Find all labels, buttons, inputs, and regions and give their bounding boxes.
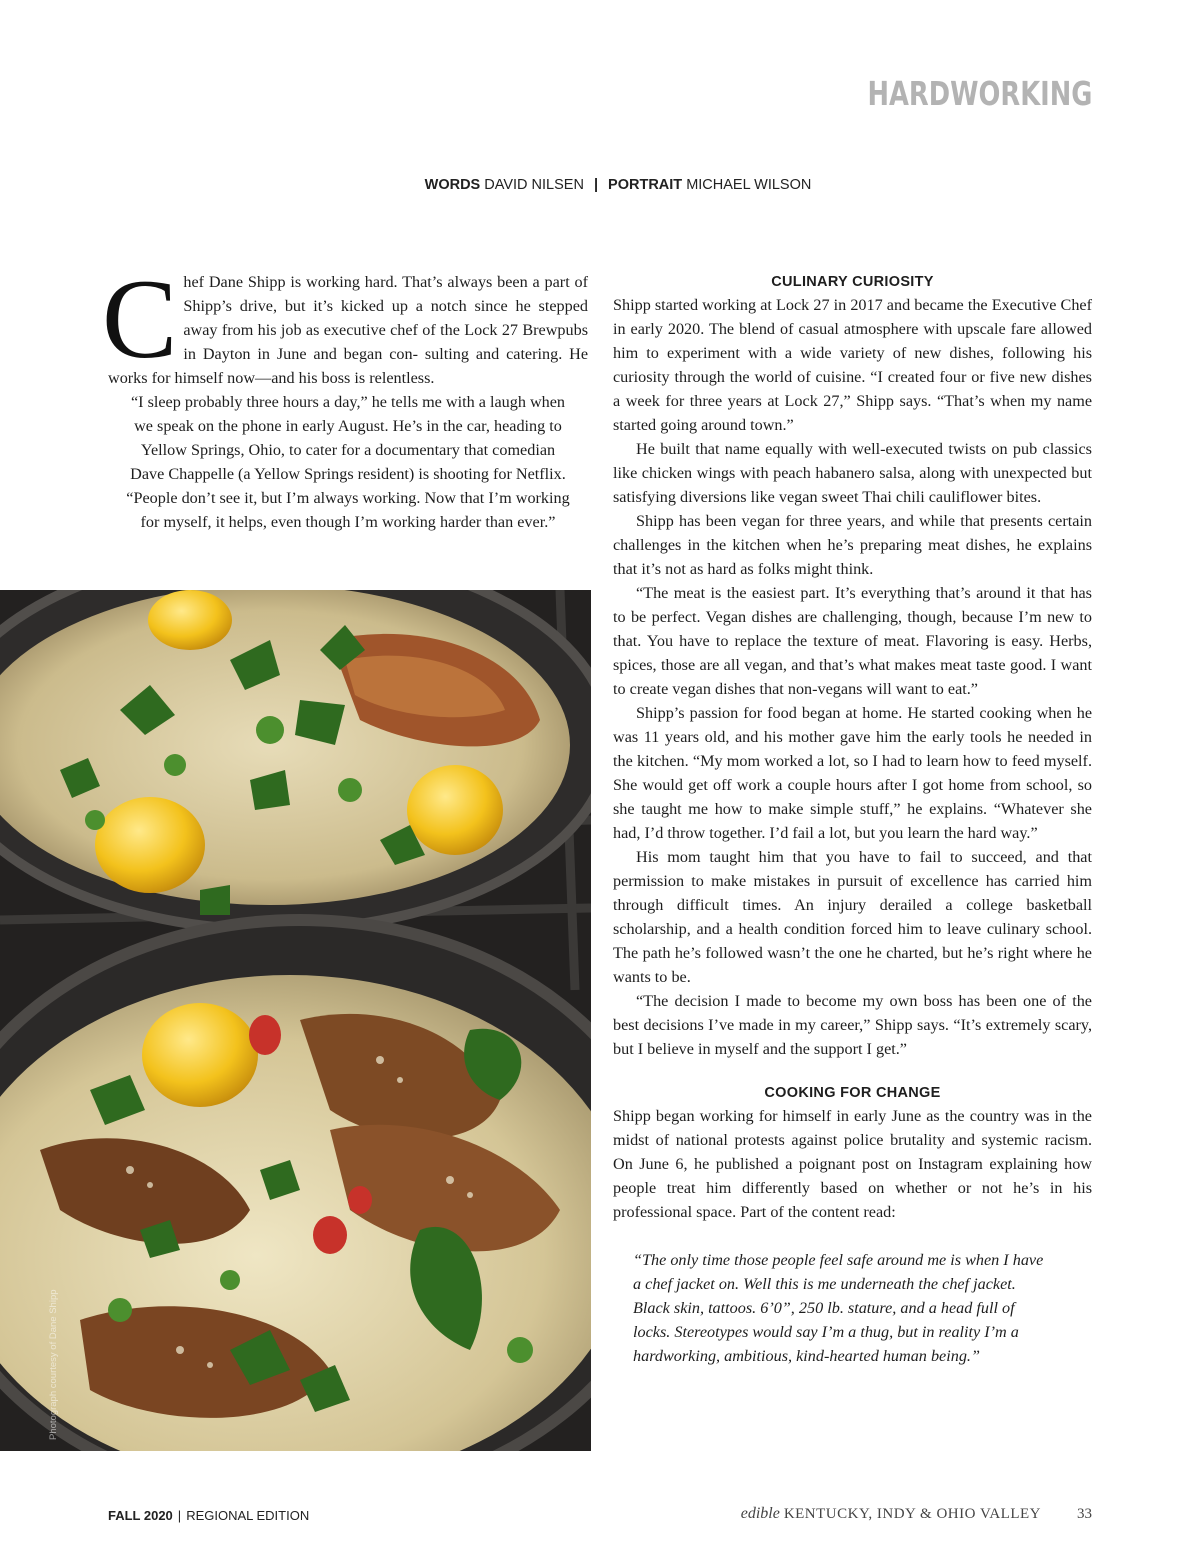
intro-line: hef Dane Shipp is working hard. That’s always been a <box>183 273 540 291</box>
section-kicker: HARDWORKING <box>867 74 1092 113</box>
body-paragraph: Shipp has been vegan for three years, and while that presents certain challenges in the kitchen when he’s preparing meat dishes, he explains that it’s not as hard as folks might think. <box>613 512 1092 578</box>
instagram-quote <box>633 1248 1092 1368</box>
footer-issue <box>108 1508 309 1523</box>
intro-line: sulting and catering. He works for himself now—and his boss <box>108 345 589 387</box>
drop-cap: C <box>102 257 178 382</box>
quote-line: locks. Stereotypes would say I’m a thug, but in reality I’m a <box>633 1323 1019 1341</box>
quote-line: Black skin, tattoos. 6’0”, 250 lb. stature, and a head full of <box>633 1299 1015 1317</box>
quote-line: “I sleep probably three hours a day,” he tells me with a laugh when <box>130 393 566 411</box>
quote-line: Dave Chappelle (a Yellow Springs resident) is shooting for Netflix. <box>130 465 566 483</box>
quote-line: hardworking, ambitious, kind-hearted human being.” <box>633 1347 980 1365</box>
quote-paragraph <box>108 390 588 534</box>
words-name: DAVID NILSEN <box>484 177 584 193</box>
photo-credit: Photograph courtesy of Dane Shipp <box>48 1289 59 1440</box>
body-paragraph: Shipp began working for himself in early June as the country was in the midst of national protests against police brutality and systemic racism. On June 6, he published a poignant post on Instagram explaining how people treat him differently based on whether or not he’s in his professional space. Part of the content read: <box>613 1107 1092 1221</box>
footer-separator: | <box>177 1508 182 1523</box>
body-paragraph: Shipp started working at Lock 27 in 2017 and became the Executive Chef in early 2020. The blend of casual atmosphere with upscale fare allowed him to experiment with a wide variety of new dishes, following his curiosity through the world of cuisine. “I created four or five new dishes a week for three years at Lock 27,” Shipp says. “That’s when my name started going around town.” <box>613 296 1092 434</box>
byline-separator: | <box>593 177 599 193</box>
left-column <box>102 257 589 534</box>
intro-line: Lock 27 Brewpubs in Dayton in June and began con- <box>183 321 589 363</box>
footer-publication-name: KENTUCKY, INDY & OHIO VALLEY <box>783 1506 1041 1522</box>
body-paragraph: He built that name equally with well-executed twists on pub classics like chicken wings with peach habanero salsa, along with unexpected but satisfying diversions like vegan sweet Thai chili cauliflower bites. <box>613 440 1092 506</box>
footer-edition: REGIONAL EDITION <box>186 1508 310 1523</box>
footer-publication <box>741 1505 1092 1523</box>
quote-line: for myself, it helps, even though I’m working harder than ever.” <box>140 513 556 531</box>
quote-line: “People don’t see it, but I’m always working. Now that I’m working <box>126 489 570 507</box>
section-heading-cooking-for-change: COOKING FOR CHANGE <box>764 1085 941 1101</box>
body-paragraph: “The meat is the easiest part. It’s everything that’s around it that has to be perfect. Vegan dishes are challenging, though, because I’m new to that. You have to replace the texture of meat. Flavoring is easy. Herbs, spices, those are all vegan, and that’s what makes meat taste good. I want to create vegan dishes that non-vegans will want to eat.” <box>613 584 1092 698</box>
quote-line: Yellow Springs, Ohio, to cater for a documentary that comedian <box>140 441 556 459</box>
byline <box>0 177 1200 193</box>
portrait-name: MICHAEL WILSON <box>686 177 812 193</box>
quote-line: we speak on the phone in early August. He’s in the car, heading to <box>134 417 562 435</box>
portrait-label: PORTRAIT <box>608 177 683 193</box>
right-column <box>613 271 1092 1368</box>
footer-edible: edible <box>740 1505 780 1522</box>
section-heading-culinary-curiosity: CULINARY CURIOSITY <box>771 274 934 290</box>
food-photo <box>0 590 591 1451</box>
words-label: WORDS <box>424 177 481 193</box>
body-paragraph: Shipp’s passion for food began at home. He started cooking when he was 11 years old, and his mother gave him the early tools he needed in the kitchen. “My mom worked a lot, so I had to learn how to feed myself. She would get off work a couple hours after I got home from school, so she taught me how to make simple stuff,” he explains. “Whatever she had, I’d throw together. I’d fail a lot, but you learn the hard way.” <box>613 704 1092 842</box>
intro-line: is relentless. <box>354 369 435 387</box>
footer-season: FALL 2020 <box>108 1508 173 1523</box>
body-paragraph: “The decision I made to become my own boss has been one of the best decisions I’ve made in my career,” Shipp says. “It’s extremely scary, but I believe in myself and the support I get.” <box>613 992 1092 1058</box>
intro-line: part of Shipp’s drive, but it’s kicked up a notch since <box>183 273 588 315</box>
body-paragraph: His mom taught him that you have to fail to succeed, and that permission to make mistakes in pursuit of excellence has carried him through difficult times. An injury derailed a college basketball scholarship, and a health condition forced him to leave culinary school. The path he’s followed wasn’t the one he charted, but he’s right where he wants to be. <box>613 848 1092 986</box>
page-number: 33 <box>1077 1506 1092 1522</box>
skillet-illustration <box>0 590 591 1451</box>
intro-line: he stepped away from his job as executive chef of the <box>183 297 589 339</box>
quote-line: a chef jacket on. Well this is me underneath the chef jacket. <box>633 1275 1016 1293</box>
intro-paragraph <box>102 257 589 390</box>
quote-line: “The only time those people feel safe around me is when I have <box>633 1251 1044 1269</box>
